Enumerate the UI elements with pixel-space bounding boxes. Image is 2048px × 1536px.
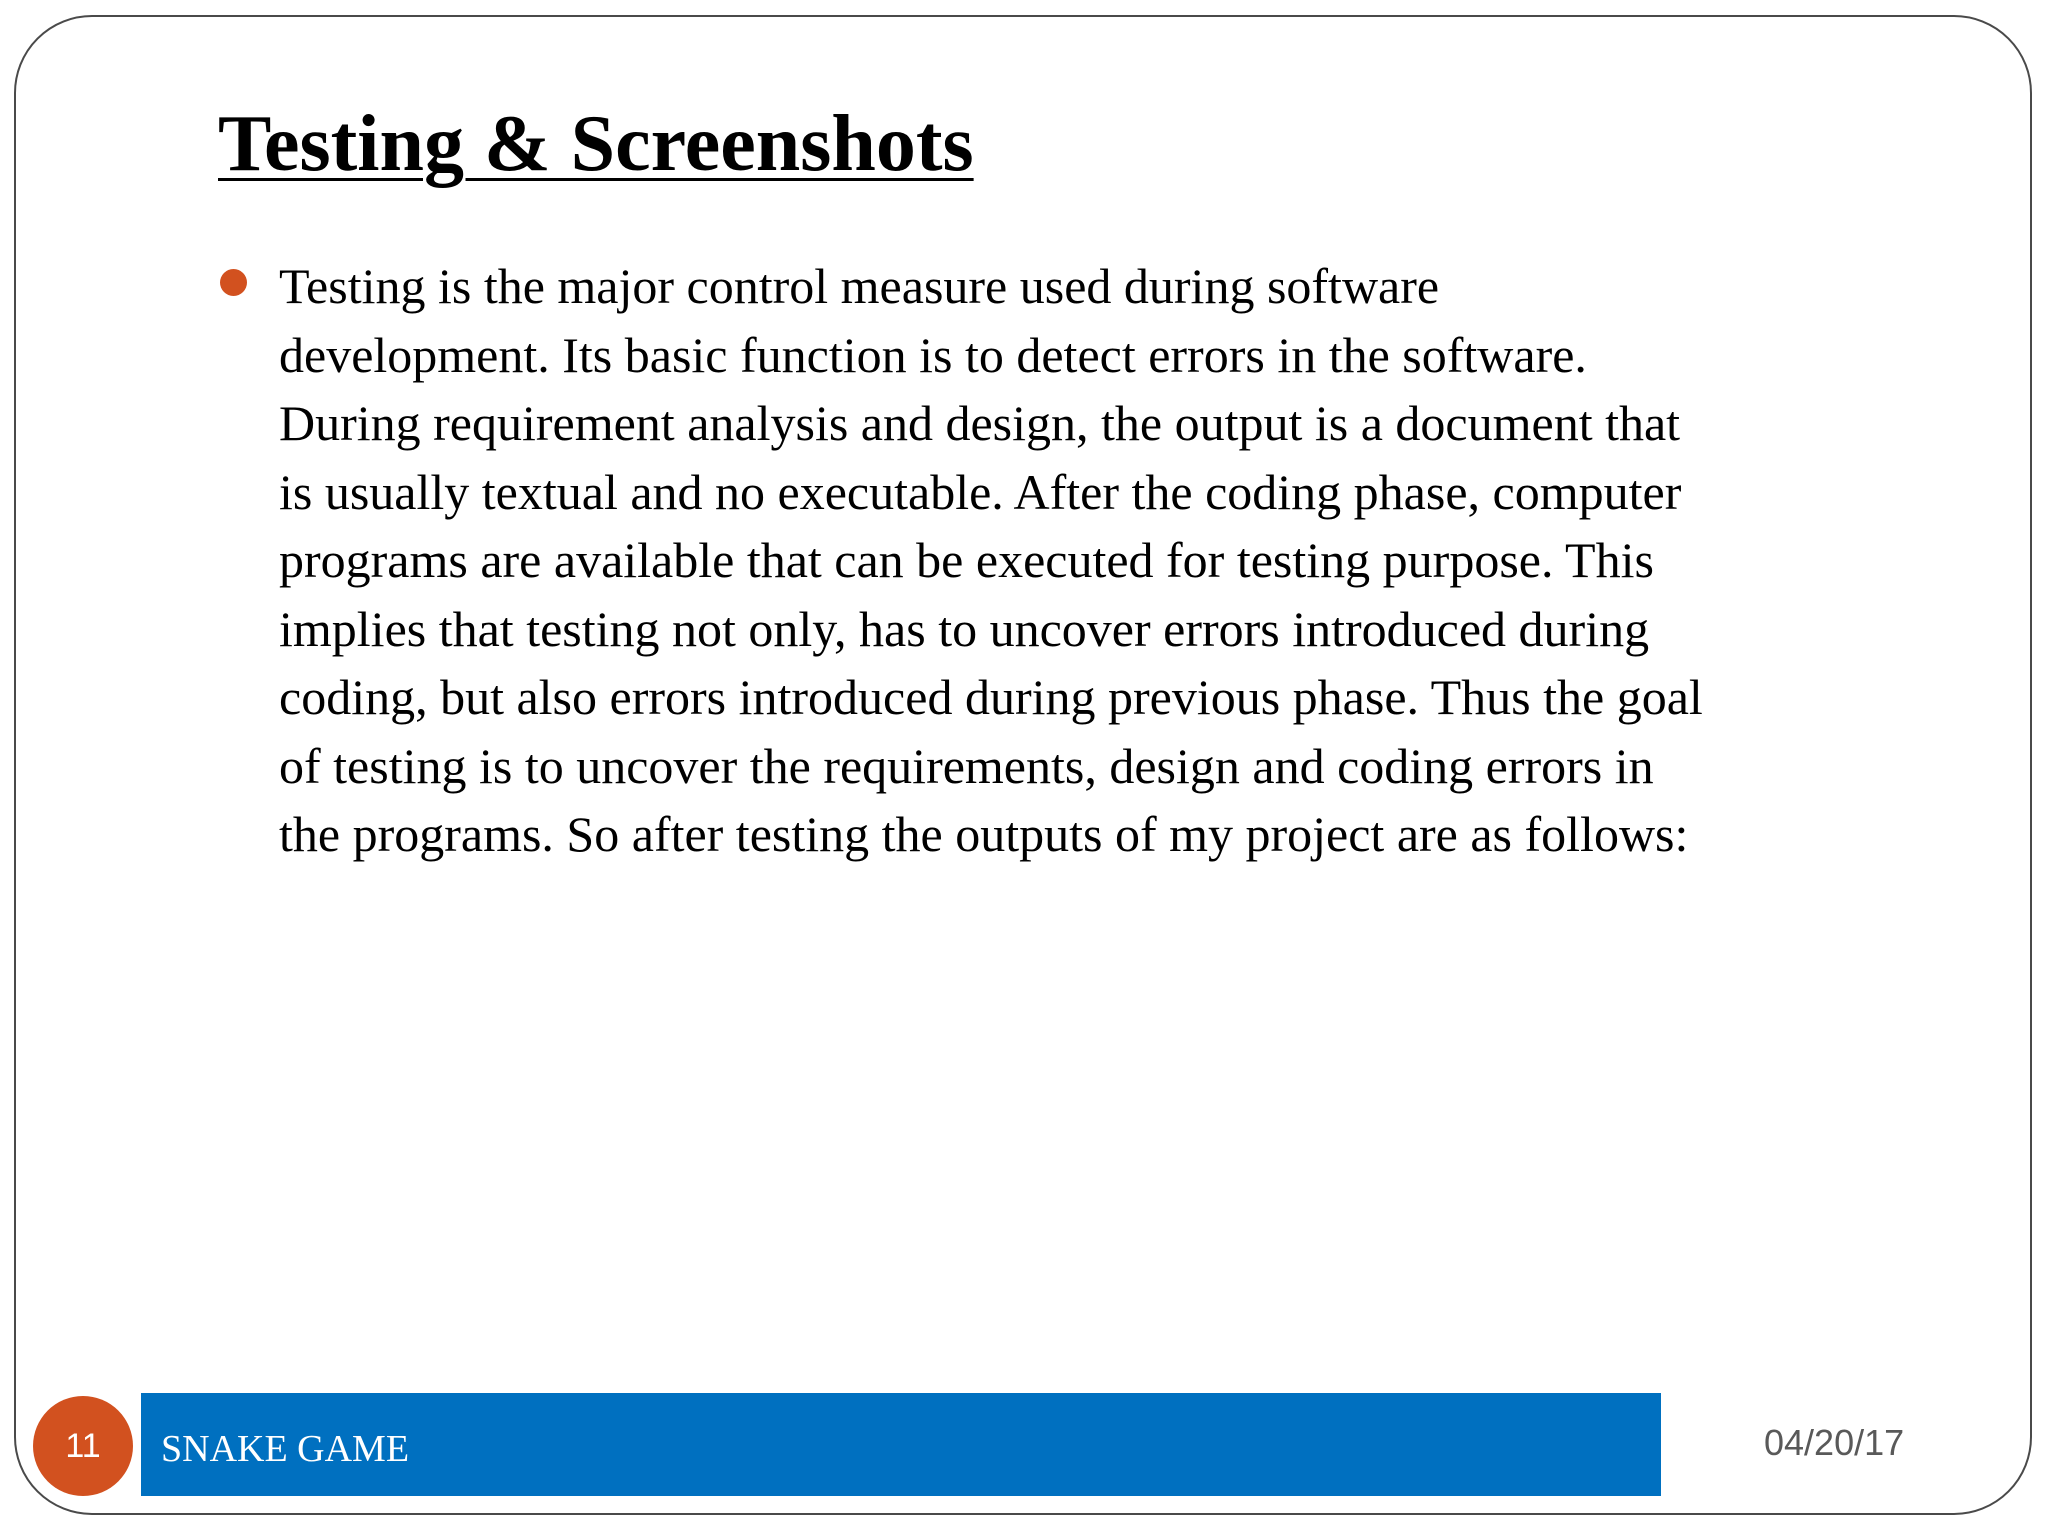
slide-title: Testing & Screenshots	[218, 100, 974, 188]
bullet-dot-icon	[220, 269, 247, 296]
list-item	[218, 252, 1918, 869]
footer-label: SNAKE GAME	[161, 1427, 410, 1470]
footer-date: 04/20/17	[1764, 1422, 1905, 1463]
page-number-badge	[33, 1396, 133, 1496]
bullet-text: Testing is the major control measure used during software development. Its basic function is to detect errors in the software. During requirement analysis and design, the output is a document that is usually textual and no executable. After the coding phase, computer programs are available that can be executed for testing purpose. This implies that testing not only, has to uncover errors introduced during coding, but also errors introduced during previous phase. Thus the goal of testing is to uncover the requirements, design and coding errors in the programs. So after testing the outputs of my project are as follows:	[279, 258, 1703, 862]
page-number: 11	[65, 1426, 101, 1465]
bullet-list	[218, 252, 1918, 869]
footer-bar	[141, 1393, 1661, 1496]
